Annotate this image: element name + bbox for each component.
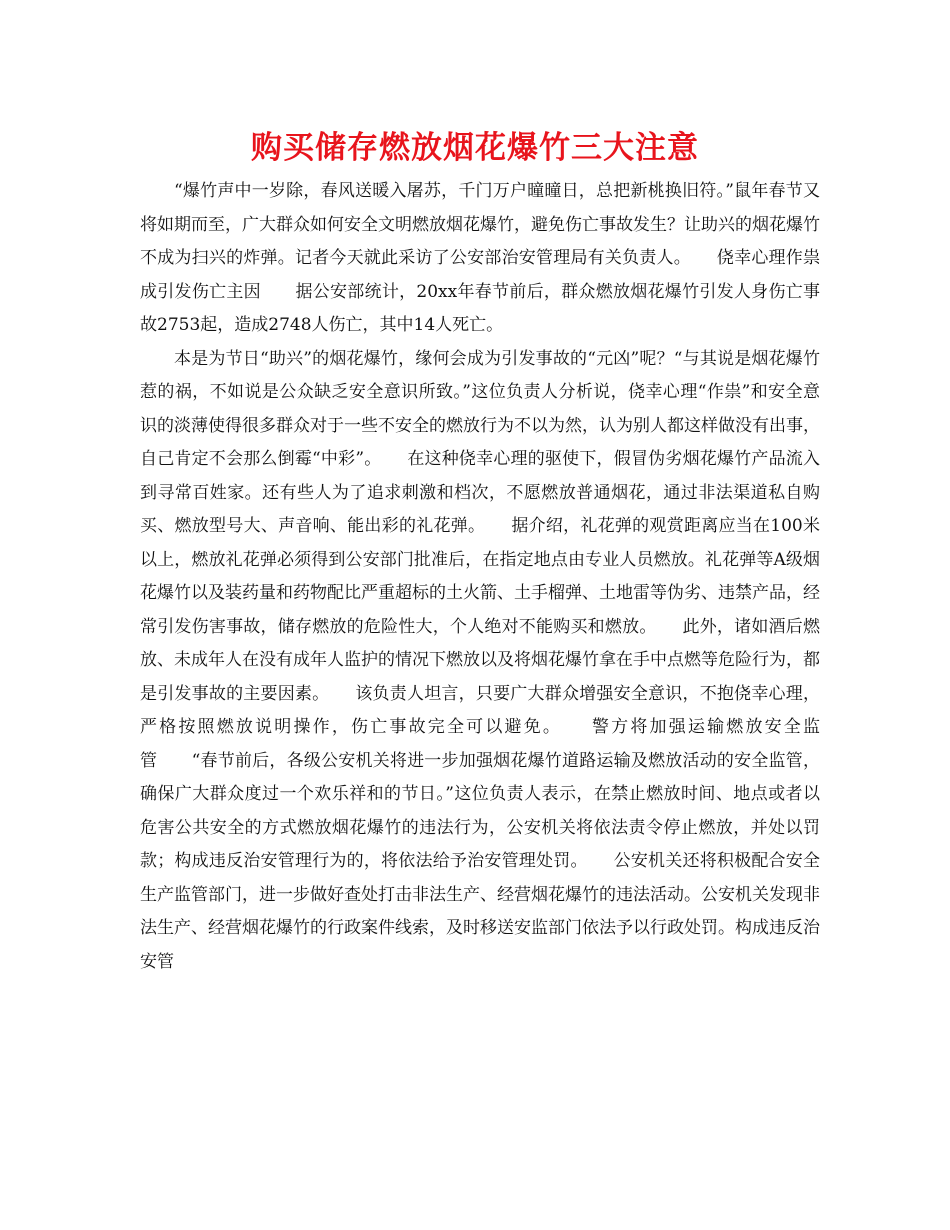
document-title: 购买储存燃放烟花爆竹三大注意 xyxy=(251,130,699,166)
paragraph: 本是为节日“助兴”的烟花爆竹，缘何会成为引发事故的“元凶”呢？“与其说是烟花爆竹惹的祸，不如说是公众缺乏安全意识所致。”这位负责人分析说，侥幸心理“作祟”和安全意识的淡薄使得很多群众对于一些不安全的燃放行为不以为然，认为别人都这样做没有出事，自己肯定不会那么倒霉“中彩”。 在这种侥幸心理的驱使下，假冒伪劣烟花爆竹产品流入到寻常百姓家。还有些人为了追求刺激和档次，不愿燃放普通烟花，通过非法渠道私自购买、燃放型号大、声音响、能出彩的礼花弹。 据介绍，礼花弹的观赏距离应当在100米以上，燃放礼花弹必须得到公安部门批准后，在指定地点由专业人员燃放。礼花弹等A级烟花爆竹以及装药量和药物配比严重超标的土火箭、土手榴弹、土地雷等伪劣、违禁产品，经常引发伤害事故，储存燃放的危险性大，个人绝对不能购买和燃放。 此外，诸如酒后燃放、未成年人在没有成年人监护的情况下燃放以及将烟花爆竹拿在手中点燃等危险行为，都是引发事故的主要因素。 该负责人坦言，只要广大群众增强安全意识，不抱侥幸心理，严格按照燃放说明操作，伤亡事故完全可以避免。 警方将加强运输燃放安全监管 “春节前后，各级公安机关将进一步加强烟花爆竹道路运输及燃放活动的安全监管，确保广大群众度过一个欢乐祥和的节日。”这位负责人表示，在禁止燃放时间、地点或者以危害公共安全的方式燃放烟花爆竹的违法行为，公安机关将依法责令停止燃放，并处以罚款；构成违反治安管理行为的，将依法给予治安管理处罚。 公安机关还将积极配合安全生产监管部门，进一步做好查处打击非法生产、经营烟花爆竹的违法活动。公安机关发现非法生产、经营烟花爆竹的行政案件线索，及时移送安监部门依法予以行政处罚。构成违反治安管 xyxy=(140,348,820,972)
paragraph: “爆竹声中一岁除，春风送暖入屠苏，千门万户曈曈日，总把新桃换旧符。”鼠年春节又将如期而至，广大群众如何安全文明燃放烟花爆竹，避免伤亡事故发生？让助兴的烟花爆竹不成为扫兴的炸弹。记者今天就此采访了公安部治安管理局有关负责人。 侥幸心理作祟成引发伤亡主因 据公安部统计，20xx年春节前后，群众燃放烟花爆竹引发人身伤亡事故2753起，造成2748人伤亡，其中14人死亡。 xyxy=(140,181,820,335)
document-body xyxy=(140,175,820,979)
